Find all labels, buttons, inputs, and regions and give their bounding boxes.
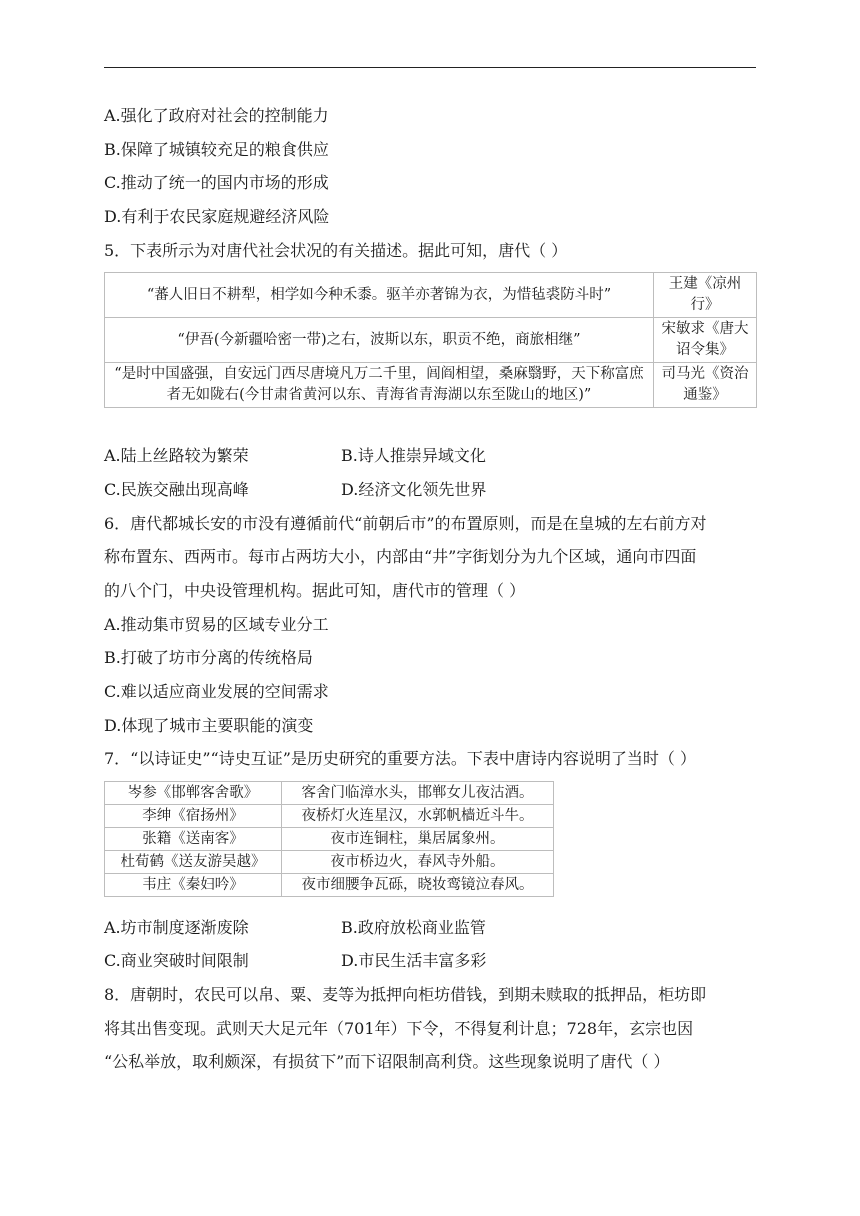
table-row — [105, 805, 554, 828]
q5-quote: “伊吾(今新疆哈密一带)之右，波斯以东，职贡不绝，商旅相继” — [105, 318, 654, 363]
q4-option-c[interactable]: C.推动了统一的国内市场的形成 — [104, 173, 329, 192]
q5-option-b[interactable]: B.诗人推崇异域文化 — [341, 446, 486, 465]
q6-option-c[interactable]: C.难以适应商业发展的空间需求 — [104, 682, 329, 701]
q7-author: 岑参《邯郸客舍歌》 — [105, 782, 282, 805]
q4-option-a[interactable]: A.强化了政府对社会的控制能力 — [104, 106, 329, 125]
q7-poem-table — [104, 781, 554, 897]
table-row — [105, 828, 554, 851]
q5-source: 司马光《资治通鉴》 — [654, 363, 757, 408]
q5-option-d[interactable]: D.经济文化领先世界 — [341, 480, 487, 499]
q4-option-b[interactable]: B.保障了城镇较充足的粮食供应 — [104, 140, 329, 159]
q8-stem-line: “公私举放，取利颇深，有损贫下”而下诏限制高利贷。这些现象说明了唐代（ ） — [104, 1052, 670, 1071]
q7-verse: 夜桥灯火连星汉，水郭帆樯近斗牛。 — [282, 805, 554, 828]
q5-source: 王建《凉州行》 — [654, 273, 757, 318]
q7-stem: 7．“以诗证史”“诗史互证”是历史研究的重要方法。下表中唐诗内容说明了当时（ ） — [104, 749, 696, 768]
q7-option-c[interactable]: C.商业突破时间限制 — [104, 951, 249, 970]
q7-author: 韦庄《秦妇吟》 — [105, 874, 282, 897]
q6-stem-line: 称布置东、西两市。每市占两坊大小，内部由“井”字街划分为九个区域，通向市四面 — [104, 547, 697, 566]
q7-option-a[interactable]: A.坊市制度逐渐废除 — [104, 918, 249, 937]
q8-stem-line: 将其出售变现。武则天大足元年（701年）下令，不得复利计息；728年，玄宗也因 — [104, 1019, 694, 1038]
q6-option-d[interactable]: D.体现了城市主要职能的演变 — [104, 716, 314, 735]
q6-stem-line: 的八个门，中央设管理机构。据此可知，唐代市的管理（ ） — [104, 581, 526, 600]
table-row — [105, 851, 554, 874]
q6-stem-line: 6．唐代都城长安的市没有遵循前代“前朝后市”的布置原则，而是在皇城的左右前方对 — [104, 514, 707, 533]
table-row — [105, 318, 757, 363]
header-rule — [104, 67, 756, 68]
table-row — [105, 782, 554, 805]
q7-option-d[interactable]: D.市民生活丰富多彩 — [341, 951, 487, 970]
q5-quote: “蕃人旧日不耕犁，相学如今种禾黍。驱羊亦著锦为衣，为惜毡裘防斗时” — [105, 273, 654, 318]
q6-option-a[interactable]: A.推动集市贸易的区域专业分工 — [104, 615, 329, 634]
q7-option-b[interactable]: B.政府放松商业监管 — [341, 918, 486, 937]
q5-stem: 5．下表所示为对唐代社会状况的有关描述。据此可知，唐代（ ） — [104, 241, 568, 260]
q5-source: 宋敏求《唐大诏令集》 — [654, 318, 757, 363]
q5-option-a[interactable]: A.陆上丝路较为繁荣 — [104, 446, 249, 465]
q5-quote: “是时中国盛强，自安远门西尽唐境凡万二千里，闾阎相望，桑麻翳野，天下称富庶者无如陇右(今甘肃省黄河以东、青海省青海湖以东至陇山的地区)” — [105, 363, 654, 408]
q7-author: 杜荀鹤《送友游吴越》 — [105, 851, 282, 874]
q8-stem-line: 8．唐朝时，农民可以帛、粟、麦等为抵押向柜坊借钱，到期未赎取的抵押品，柜坊即 — [104, 985, 707, 1004]
q7-verse: 夜市细腰争瓦砾，晓妆鸾镜泣春风。 — [282, 874, 554, 897]
q5-table — [104, 272, 757, 408]
q7-verse: 夜市桥边火，春风寺外船。 — [282, 851, 554, 874]
table-row — [105, 874, 554, 897]
q5-option-c[interactable]: C.民族交融出现高峰 — [104, 480, 249, 499]
q7-author: 李绅《宿扬州》 — [105, 805, 282, 828]
table-row — [105, 363, 757, 408]
q4-option-d[interactable]: D.有利于农民家庭规避经济风险 — [104, 207, 330, 226]
table-row — [105, 273, 757, 318]
q7-verse: 客舍门临漳水头，邯郸女儿夜沽酒。 — [282, 782, 554, 805]
q6-option-b[interactable]: B.打破了坊市分离的传统格局 — [104, 648, 313, 667]
q7-verse: 夜市连铜柱，巢居属象州。 — [282, 828, 554, 851]
q7-author: 张籍《送南客》 — [105, 828, 282, 851]
